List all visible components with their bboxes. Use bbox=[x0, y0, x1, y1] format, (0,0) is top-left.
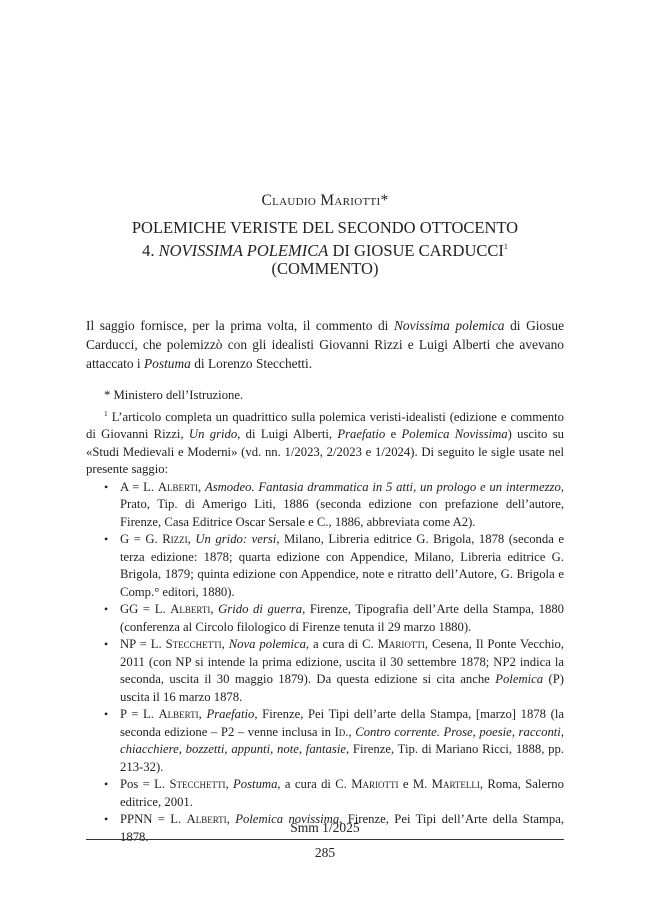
sigla-work: Praefatio bbox=[206, 707, 255, 721]
sigla-author: Alberti bbox=[158, 707, 199, 721]
note-text: , di Luigi Alberti, bbox=[237, 427, 338, 441]
bullet-icon: • bbox=[104, 637, 109, 651]
sigla-text: e M. bbox=[398, 777, 432, 791]
sigla-text: , a cura di C. bbox=[277, 777, 352, 791]
bullet-icon: • bbox=[104, 532, 109, 546]
sigla-work: Nova polemica bbox=[228, 637, 306, 651]
list-item bbox=[86, 601, 564, 636]
list-item bbox=[86, 706, 564, 776]
sigla-work: Polemica bbox=[495, 672, 544, 686]
bullet-icon: • bbox=[104, 812, 109, 826]
abstract-text: di Giosue Carducci, che polemizzò con gli idealisti Giovanni Rizzi e Luigi Alberti che avevano attaccato i bbox=[86, 318, 565, 371]
sigla-text: P = L. bbox=[120, 707, 159, 721]
sigla-text: PPNN = L. bbox=[120, 812, 187, 826]
journal-name: Smm 1/2025 bbox=[290, 820, 360, 835]
title-author: DI GIOSUE CARDUCCI bbox=[328, 240, 504, 260]
title-line-2 bbox=[60, 238, 590, 261]
note-text: L’articolo completa un quadrittico sulla polemica veristi-idealisti (edizione e commento di Giovanni Rizzi, bbox=[86, 409, 564, 441]
abstract bbox=[86, 316, 564, 373]
sigla-text: NP = L. bbox=[120, 637, 166, 651]
sigla-text: , Milano, Libreria editrice G. Brigola, 1878 (seconda e terza edizione: 1878; quarta edizione con Appendice, Milano, Libreria editrice G. Brigola, 1879; quinta edizione con Appendice, note e ritratto dell’Autore, G. Brigola e Comp.° editori, 1880). bbox=[120, 532, 565, 599]
note-number: 1 bbox=[104, 408, 108, 418]
sigla-text: , Firenze, Pei Tipi dell’Arte della Stampa, 1878. bbox=[120, 812, 565, 844]
sigla-text: , bbox=[187, 532, 196, 546]
abstract-text: di Lorenzo Stecchetti. bbox=[190, 356, 313, 371]
bullet-icon: • bbox=[104, 707, 109, 721]
sigla-author: Mariotti bbox=[351, 777, 399, 791]
sigla-author: Stecchetti bbox=[169, 777, 226, 791]
note-italic: Polemica Novissima bbox=[401, 427, 508, 441]
bullet-icon: • bbox=[104, 777, 109, 791]
note-italic: Un grido bbox=[188, 427, 238, 441]
sigla-author: Id. bbox=[334, 724, 349, 739]
sigla-text: , bbox=[198, 479, 205, 494]
sigla-text: , Firenze, Tip. di Mariano Ricci, 1888, pp. 213-32). bbox=[120, 742, 564, 774]
sigle-list bbox=[86, 479, 564, 847]
sigla-author: Alberti bbox=[170, 602, 211, 616]
sigla-text: A = L. bbox=[120, 479, 158, 494]
sigla-text: , Cesena, Il Ponte Vecchio, 2011 (con NP si intende la prima edizione, uscita il 30 settembre 1878; NP2 indica la seconda, uscita il 30 maggio 1879). Da questa edizione si cita anche bbox=[120, 637, 565, 686]
note-text: e bbox=[385, 427, 402, 441]
sigla-text: , Roma, Salerno editrice, 2001. bbox=[120, 777, 564, 809]
sigla-author: Mariotti bbox=[377, 637, 425, 651]
list-item bbox=[86, 479, 564, 532]
sigla-text: , bbox=[348, 724, 356, 739]
sigla-text: , Firenze, Tipografia dell’Arte della Stampa, 1880 (conferenza al Circolo filologico di Firenze tenuta il 29 marzo 1880). bbox=[120, 602, 565, 634]
sigla-text: , Prato, Tip. di Amerigo Liti, 1886 (seconda edizione con prefazione dell’autore, Firenze, Casa Editrice Oscar Sersale e C., 1886, abbreviata come A2). bbox=[120, 479, 564, 529]
sigla-text: , bbox=[221, 637, 229, 651]
sigla-author: Rizzi bbox=[162, 532, 188, 546]
sigla-text: , bbox=[198, 707, 207, 721]
page-number: 285 bbox=[314, 845, 336, 860]
sigla-author: Martelli bbox=[431, 777, 480, 791]
note-text: ) uscito su «Studi Medievali e Moderni» (vd. nn. 1/2023, 2/2023 e 1/2024). Di seguito le sigle usate nel presente saggio: bbox=[86, 427, 564, 476]
title-work: NOVISSIMA POLEMICA bbox=[158, 240, 329, 260]
note-italic: Praefatio bbox=[337, 427, 386, 441]
author-name: Claudio Mariotti* bbox=[261, 192, 389, 209]
sigla-work: Polemica novissima bbox=[235, 812, 340, 826]
list-item bbox=[86, 636, 564, 706]
sigla-text: G = G. bbox=[120, 532, 163, 546]
bullet-icon: • bbox=[104, 602, 109, 616]
article-title bbox=[60, 219, 590, 279]
sigla-work: Asmodeo. Fantasia drammatica in 5 atti, un prologo e un intermezzo bbox=[204, 479, 561, 494]
title-number: 4. bbox=[142, 240, 159, 260]
bullet-icon: • bbox=[104, 479, 109, 494]
abstract-italic: Postuma bbox=[144, 356, 191, 371]
footnotes bbox=[86, 387, 564, 846]
sigla-text: GG = L. bbox=[120, 602, 171, 616]
sigla-author: Alberti bbox=[157, 479, 198, 494]
list-item bbox=[86, 531, 564, 601]
abstract-text: Il saggio fornisce, per la prima volta, il commento di bbox=[86, 318, 394, 333]
sigla-work: Postuma bbox=[233, 777, 278, 791]
sigla-text: , bbox=[210, 602, 219, 616]
sigla-text: , a cura di C. bbox=[305, 637, 378, 651]
sigla-text: , bbox=[225, 777, 234, 791]
title-line-3: (COMMENTO) bbox=[271, 259, 379, 278]
sigla-work: Grido di guerra bbox=[218, 602, 303, 616]
list-item bbox=[86, 776, 564, 811]
sigla-author: Alberti bbox=[186, 812, 227, 826]
sigla-text: , Firenze, Pei Tipi dell’arte della Stampa, [marzo] 1878 (la seconda edizione – P2 – venne inclusa in bbox=[120, 707, 565, 739]
sigla-work: Contro corrente. Prose, poesie, racconti, chiacchiere, bozzetti, appunti, note, fantasie bbox=[120, 724, 565, 756]
title-line-1: POLEMICHE VERISTE DEL SECONDO OTTOCENTO bbox=[131, 218, 519, 237]
note-1 bbox=[86, 405, 564, 479]
note-affiliation: * Ministero dell’Istruzione. bbox=[104, 388, 244, 402]
sigla-work: Un grido: versi bbox=[195, 532, 277, 546]
sigla-text: (P) uscita il 16 marzo 1878. bbox=[120, 672, 565, 704]
sigla-text: Pos = L. bbox=[120, 777, 170, 791]
sigla-author: Stecchetti bbox=[165, 637, 222, 651]
abstract-italic: Novissima polemica bbox=[394, 318, 505, 333]
footer-divider bbox=[86, 839, 564, 840]
footnote-marker[interactable]: 1 bbox=[503, 241, 508, 251]
sigla-text: , bbox=[226, 812, 236, 826]
